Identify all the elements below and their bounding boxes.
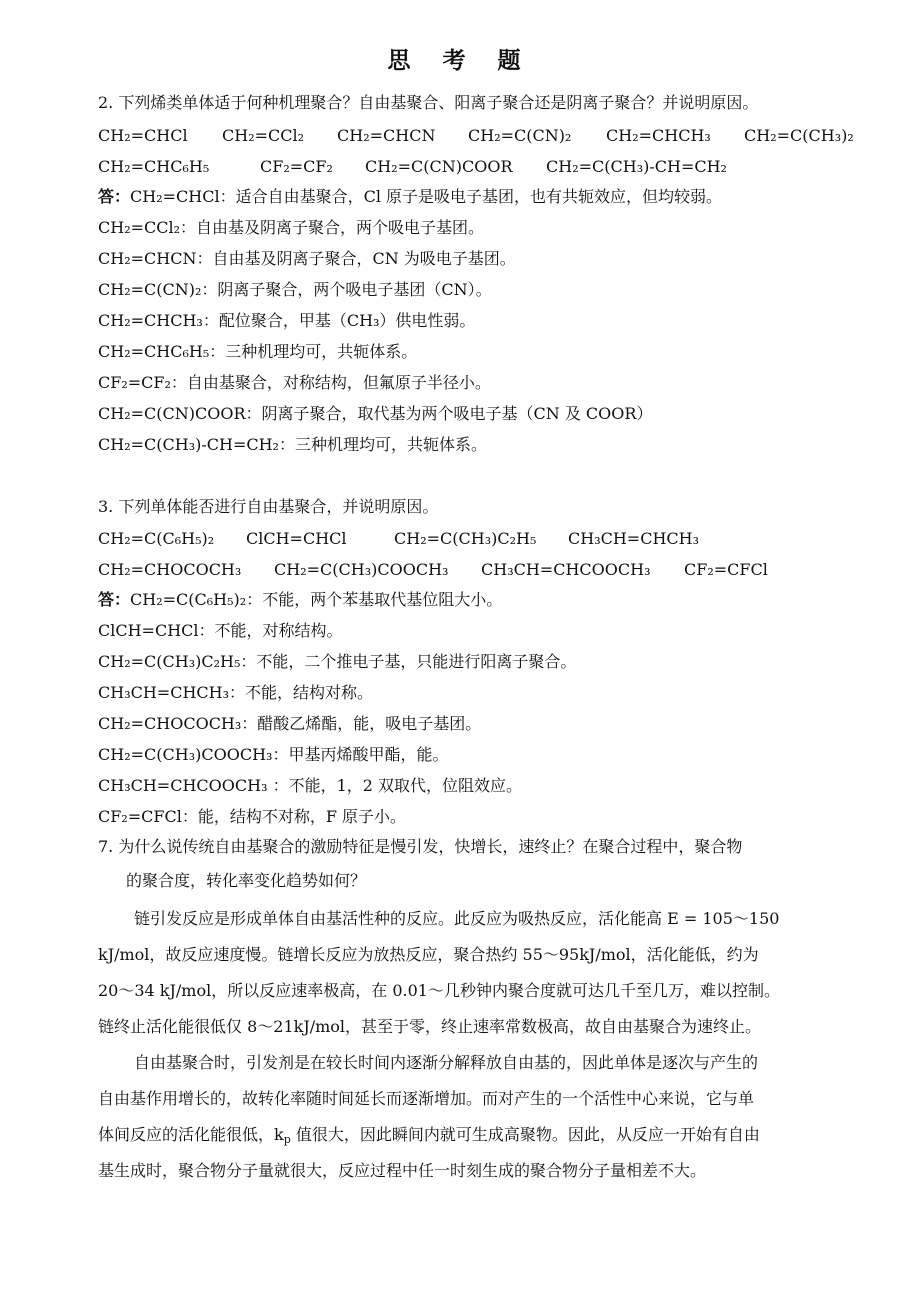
monomer: ClCH=CHCl <box>246 529 347 548</box>
q3-answer-5: CH₂=C(CH₃)COOCH₃：甲基丙烯酸甲酯，能。 <box>98 745 449 764</box>
q3-answer-4: CH₂=CHOCOCH₃：醋酸乙烯酯，能，吸电子基团。 <box>98 714 482 733</box>
q7-para2-line-4: 基生成时，聚合物分子量就很大，反应过程中任一时刻生成的聚合物分子量相差不大。 <box>98 1161 707 1180</box>
monomer: CH₂=C(CH₃)COOCH₃ <box>274 560 449 579</box>
monomer: CH₂=C(CN)₂ <box>468 126 572 145</box>
q3-answer-6: CH₃CH=CHCOOCH₃ ：不能，1，2 双取代，位阻效应。 <box>98 776 523 795</box>
para2-text-b: 值很大，因此瞬间内就可生成高聚物。因此，从反应一开始有自由 <box>290 1125 760 1144</box>
q7-para2-line-3 <box>98 1124 760 1146</box>
q7-para1-line-4: 链终止活化能很低仅 8～21kJ/mol，甚至于零，终止速率常数极高，故自由基聚合为速终止。 <box>98 1017 762 1036</box>
q7-para2-line-2: 自由基作用增长的，故转化率随时间延长而逐渐增加。而对产生的一个活性中心来说，它与单 <box>98 1089 755 1108</box>
q2-answer-3: CH₂=C(CN)₂：阴离子聚合，两个吸电子基团（CN）。 <box>98 280 492 299</box>
answer-text: CH₂=C(C₆H₅)₂：不能，两个苯基取代基位阻大小。 <box>130 590 503 609</box>
q2-answer-7: CH₂=C(CN)COOR：阴离子聚合，取代基为两个吸电子基（CN 及 COOR） <box>98 404 653 423</box>
q3-answer-2: CH₂=C(CH₃)C₂H₅：不能，二个推电子基，只能进行阳离子聚合。 <box>98 652 577 671</box>
q2-answer-1: CH₂=CCl₂：自由基及阴离子聚合，两个吸电子基团。 <box>98 218 485 237</box>
para2-text-a: 体间反应的活化能很低，k <box>98 1125 284 1144</box>
q2-answer-4: CH₂=CHCH₃：配位聚合，甲基（CH₃）供电性弱。 <box>98 311 476 330</box>
monomer: CH₂=C(CH₃)₂ <box>744 126 854 145</box>
q3-answer-0 <box>98 589 502 611</box>
q7-para2-line-1: 自由基聚合时，引发剂是在较长时间内逐渐分解释放自由基的，因此单体是逐次与产生的 <box>134 1053 759 1072</box>
monomer: CH₂=C(CH₃)C₂H₅ <box>394 529 537 548</box>
answer-text: CH₂=CHCl：适合自由基聚合，Cl 原子是吸电子基团，也有共轭效应，但均较弱。 <box>130 187 723 206</box>
q7-para1-line-1: 链引发反应是形成单体自由基活性种的反应。此反应为吸热反应，活化能高 E = 105～150 <box>134 909 780 928</box>
monomer: CH₂=CHOCOCH₃ <box>98 560 242 579</box>
q7-question-line-1: 7. 为什么说传统自由基聚合的激励特征是慢引发，快增长，速终止？在聚合过程中，聚合物 <box>98 837 743 856</box>
page-title: 思 考 题 <box>387 47 533 74</box>
q3-answer-7: CF₂=CFCl：能，结构不对称，F 原子小。 <box>98 807 407 826</box>
q3-answer-1: ClCH=CHCl：不能，对称结构。 <box>98 621 343 640</box>
q3-answer-3: CH₃CH=CHCH₃：不能，结构对称。 <box>98 683 374 702</box>
q2-answer-2: CH₂=CHCN：自由基及阴离子聚合，CN 为吸电子基团。 <box>98 249 516 268</box>
q2-answer-0 <box>98 186 722 208</box>
q2-answer-5: CH₂=CHC₆H₅：三种机理均可，共轭体系。 <box>98 342 418 361</box>
monomer: CH₂=C(CH₃)-CH=CH₂ <box>546 157 727 176</box>
q7-para1-line-3: 20～34 kJ/mol，所以反应速率极高，在 0.01～几秒钟内聚合度就可达几千至几万，难以控制。 <box>98 981 780 1000</box>
answer-label: 答： <box>98 187 131 206</box>
q2-question: 2. 下列烯类单体适于何种机理聚合？自由基聚合、阳离子聚合还是阴离子聚合？并说明原因。 <box>98 93 759 112</box>
q3-question: 3. 下列单体能否进行自由基聚合，并说明原因。 <box>98 497 439 516</box>
q2-answer-6: CF₂=CF₂：自由基聚合，对称结构，但氟原子半径小。 <box>98 373 491 392</box>
monomer: CH₂=CHCN <box>337 126 436 145</box>
q2-answer-8: CH₂=C(CH₃)-CH=CH₂：三种机理均可，共轭体系。 <box>98 435 487 454</box>
monomer: CH₂=CHC₆H₅ <box>98 157 210 176</box>
monomer: CH₂=C(CN)COOR <box>365 157 513 176</box>
monomer: CF₂=CF₂ <box>260 157 333 176</box>
monomer: CH₂=CHCH₃ <box>606 126 711 145</box>
kp-subscript: p <box>283 1133 291 1146</box>
monomer: CH₂=CHCl <box>98 126 188 145</box>
monomer: CF₂=CFCl <box>684 560 768 579</box>
monomer: CH₂=C(C₆H₅)₂ <box>98 529 215 548</box>
q7-question-line-2: 的聚合度，转化率变化趋势如何？ <box>126 871 367 890</box>
monomer: CH₃CH=CHCOOCH₃ <box>481 560 651 579</box>
q7-para1-line-2: kJ/mol，故反应速度慢。链增长反应为放热反应，聚合热约 55～95kJ/mol，活化能低，约为 <box>98 945 759 964</box>
answer-label: 答： <box>98 590 131 609</box>
monomer: CH₂=CCl₂ <box>222 126 305 145</box>
monomer: CH₃CH=CHCH₃ <box>568 529 700 548</box>
